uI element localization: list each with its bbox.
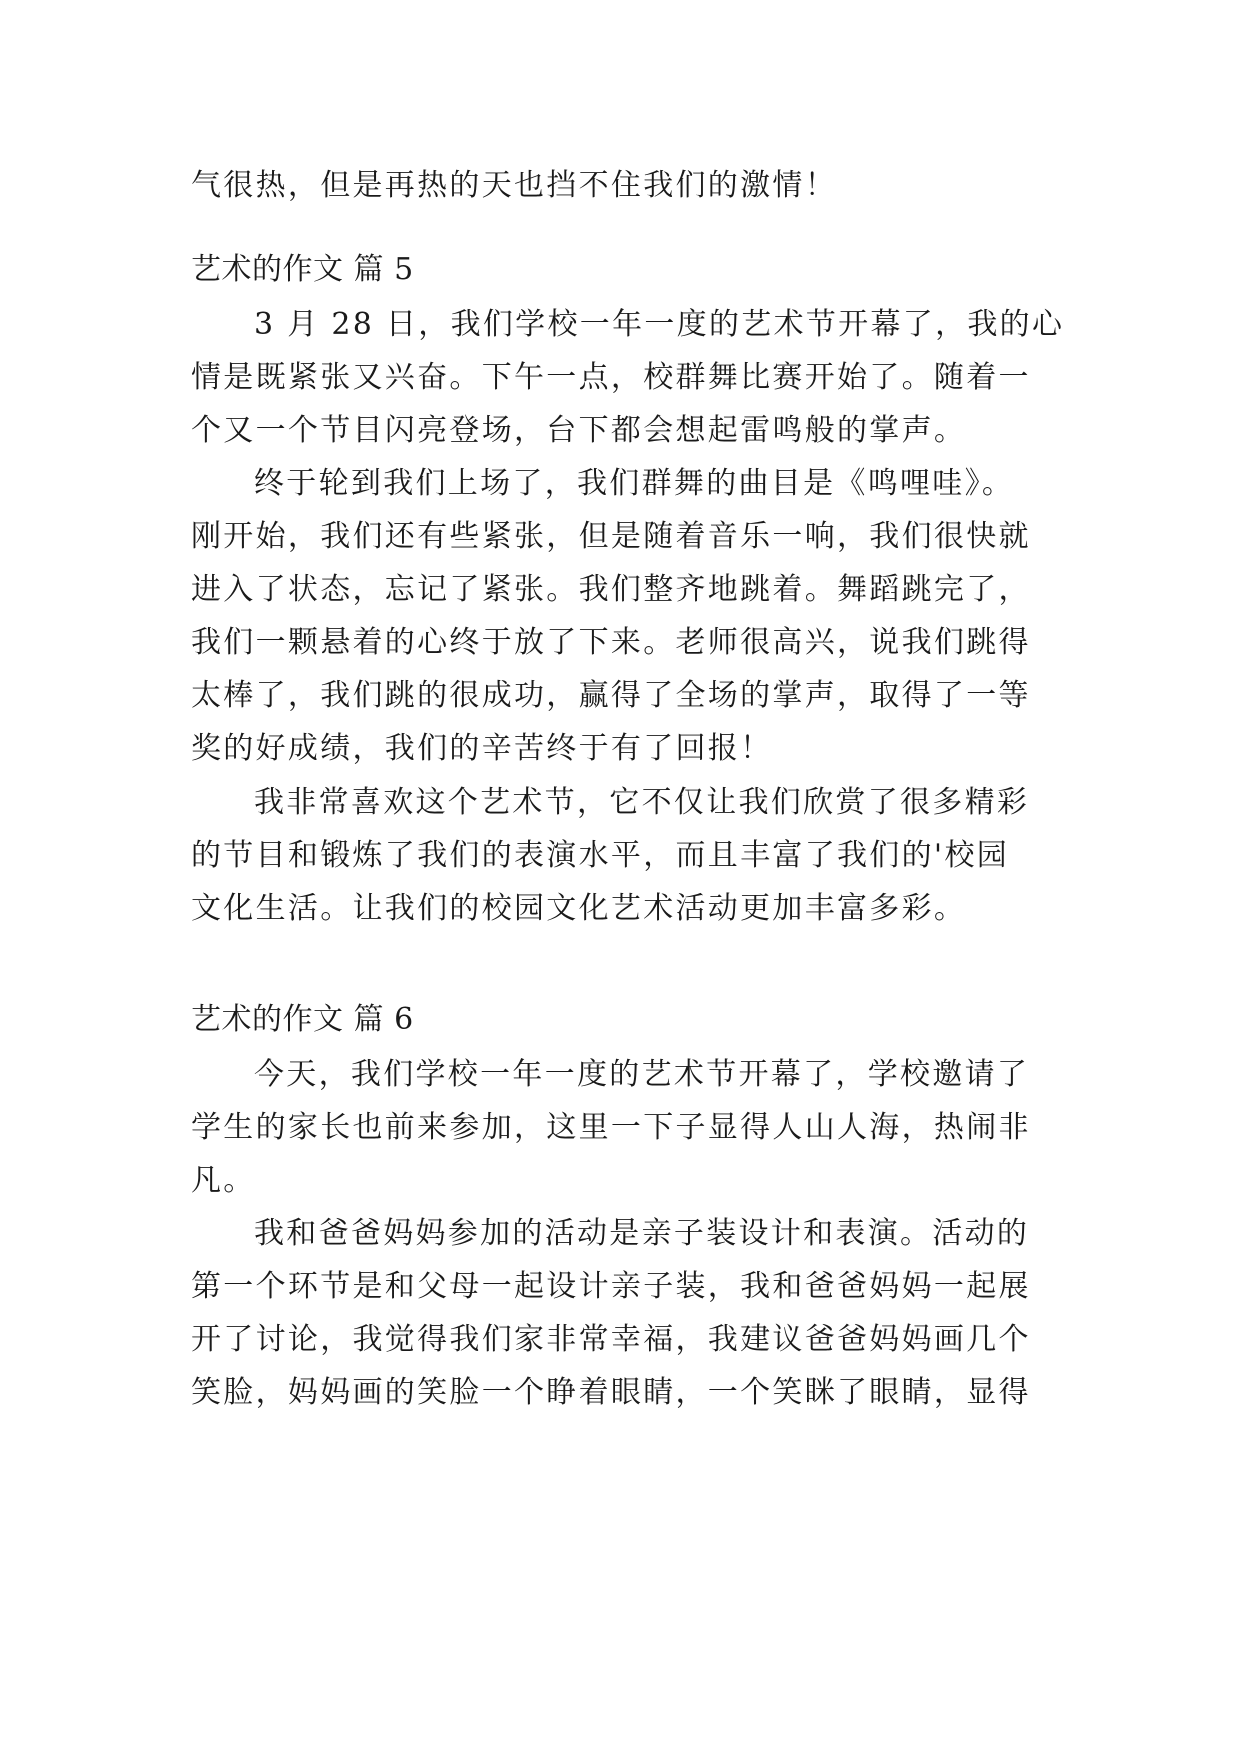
section-heading: 艺术的作文 篇 6 <box>191 1002 414 1037</box>
text-line: 进入了状态，忘记了紧张。我们整齐地跳着。舞蹈跳完了， <box>191 572 1031 607</box>
text-line: 终于轮到我们上场了，我们群舞的曲目是《鸣哩哇》。 <box>254 466 1015 501</box>
text-line: 奖的好成绩，我们的辛苦终于有了回报！ <box>191 731 773 766</box>
text-line: 学生的家长也前来参加，这里一下子显得人山人海，热闹非 <box>191 1110 1031 1145</box>
text-line: 我非常喜欢这个艺术节，它不仅让我们欣赏了很多精彩 <box>254 785 1030 820</box>
text-line: 情是既紧张又兴奋。下午一点，校群舞比赛开始了。随着一 <box>191 360 1031 395</box>
text-line: 我和爸爸妈妈参加的活动是亲子装设计和表演。活动的 <box>254 1216 1030 1251</box>
text-line: 今天，我们学校一年一度的艺术节开幕了，学校邀请了 <box>254 1057 1030 1092</box>
text-line: 3 月 28 日，我们学校一年一度的艺术节开幕了，我的心 <box>254 307 1065 342</box>
text-line: 太棒了，我们跳的很成功，赢得了全场的掌声，取得了一等 <box>191 678 1031 713</box>
text-line: 第一个环节是和父母一起设计亲子装，我和爸爸妈妈一起展 <box>191 1269 1031 1304</box>
text-line: 凡。 <box>191 1163 256 1198</box>
section-heading: 艺术的作文 篇 5 <box>191 252 414 287</box>
text-line: 气很热，但是再热的天也挡不住我们的激情！ <box>191 168 837 203</box>
text-line: 个又一个节目闪亮登场，台下都会想起雷鸣般的掌声。 <box>191 413 967 448</box>
text-line: 的节目和锻炼了我们的表演水平，而且丰富了我们的'校园 <box>191 838 1010 873</box>
text-line: 刚开始，我们还有些紧张，但是随着音乐一响，我们很快就 <box>191 519 1031 554</box>
text-line: 文化生活。让我们的校园文化艺术活动更加丰富多彩。 <box>191 891 967 926</box>
text-line: 我们一颗悬着的心终于放了下来。老师很高兴，说我们跳得 <box>191 625 1031 660</box>
text-line: 笑脸，妈妈画的笑脸一个睁着眼睛，一个笑眯了眼睛，显得 <box>191 1375 1031 1410</box>
text-line: 开了讨论，我觉得我们家非常幸福，我建议爸爸妈妈画几个 <box>191 1322 1031 1357</box>
